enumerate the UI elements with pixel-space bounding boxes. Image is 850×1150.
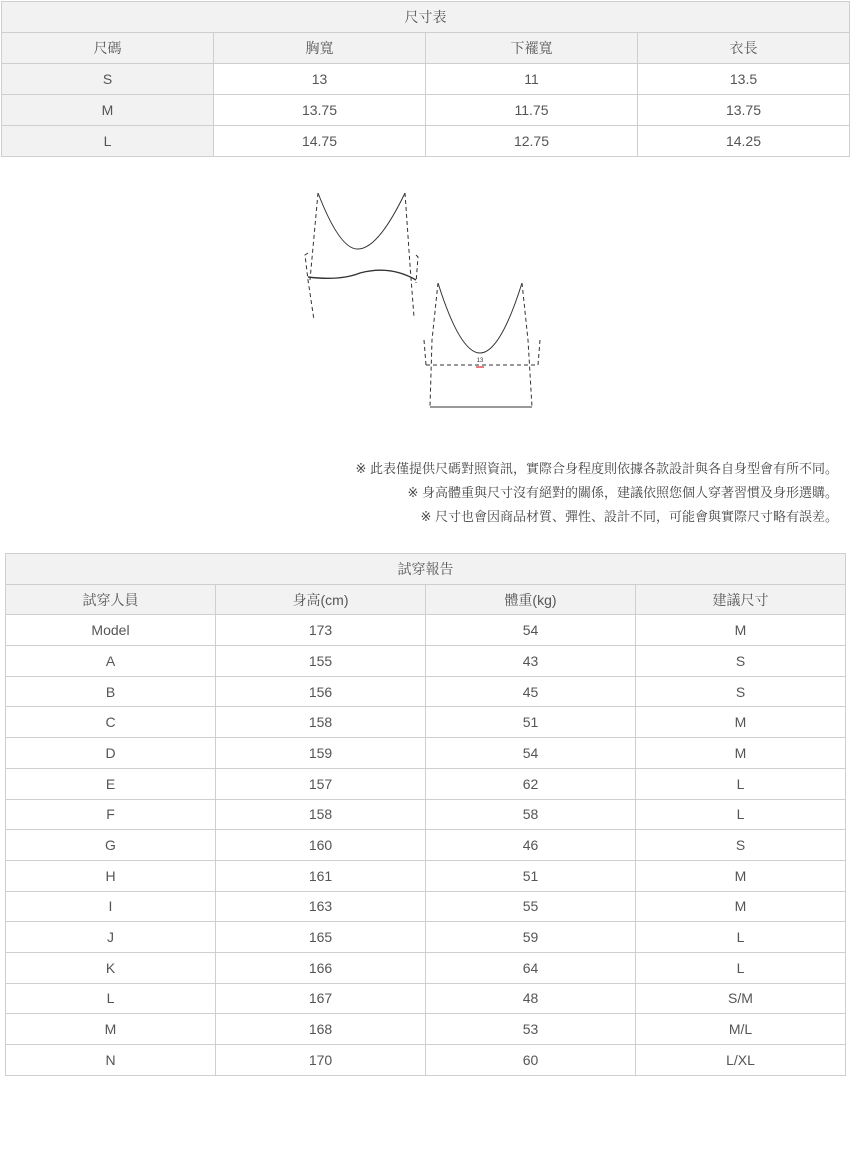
tryon-report-table — [5, 553, 846, 1076]
garment-back-view — [305, 193, 418, 320]
table-row — [6, 646, 846, 677]
note-line: ※ 尺寸也會因商品材質、彈性、設計不同，可能會與實際尺寸略有誤差。 — [420, 509, 838, 524]
tester-cell: A — [6, 646, 216, 677]
recommended-size-cell: L — [636, 952, 846, 983]
height-header: 身高(cm) — [216, 584, 426, 615]
weight-cell: 55 — [426, 891, 636, 922]
size-cell: S — [2, 64, 214, 95]
height-cell: 160 — [216, 830, 426, 861]
weight-cell: 59 — [426, 922, 636, 953]
length-cell: 14.25 — [638, 126, 850, 157]
height-cell: 158 — [216, 799, 426, 830]
tester-cell: B — [6, 676, 216, 707]
size-table-header-row — [2, 33, 850, 64]
table-row — [6, 799, 846, 830]
tester-cell: N — [6, 1045, 216, 1076]
table-row — [6, 707, 846, 738]
height-cell: 156 — [216, 676, 426, 707]
height-cell: 157 — [216, 768, 426, 799]
length-cell: 13.75 — [638, 95, 850, 126]
table-row — [6, 676, 846, 707]
hem-cell: 11 — [426, 64, 638, 95]
weight-cell: 46 — [426, 830, 636, 861]
table-row — [6, 1014, 846, 1045]
tryon-table-body — [6, 615, 846, 1075]
table-row — [6, 891, 846, 922]
height-cell: 170 — [216, 1045, 426, 1076]
height-cell: 161 — [216, 860, 426, 891]
tester-cell: L — [6, 983, 216, 1014]
table-row — [2, 95, 850, 126]
hem-cell: 11.75 — [426, 95, 638, 126]
table-row — [6, 615, 846, 646]
tester-header: 試穿人員 — [6, 584, 216, 615]
height-cell: 158 — [216, 707, 426, 738]
recommended-size-cell: S/M — [636, 983, 846, 1014]
weight-cell: 51 — [426, 860, 636, 891]
size-notes — [355, 457, 838, 529]
recommended-size-cell: L — [636, 922, 846, 953]
tester-cell: M — [6, 1014, 216, 1045]
weight-cell: 60 — [426, 1045, 636, 1076]
recommended-size-cell: M — [636, 860, 846, 891]
weight-cell: 53 — [426, 1014, 636, 1045]
recommended-size-cell: M — [636, 738, 846, 769]
weight-cell: 58 — [426, 799, 636, 830]
size-table — [1, 1, 850, 157]
weight-cell: 54 — [426, 738, 636, 769]
weight-cell: 64 — [426, 952, 636, 983]
table-row — [2, 126, 850, 157]
height-cell: 155 — [216, 646, 426, 677]
recommended-size-cell: M — [636, 707, 846, 738]
tryon-table-header-row — [6, 584, 846, 615]
table-row — [6, 952, 846, 983]
recommended-size-cell: M — [636, 891, 846, 922]
weight-cell: 51 — [426, 707, 636, 738]
tester-cell: J — [6, 922, 216, 953]
garment-measurement-diagram — [300, 185, 545, 415]
chest-cell: 13 — [214, 64, 426, 95]
garment-front-view — [424, 283, 540, 407]
weight-cell: 62 — [426, 768, 636, 799]
tryon-table-title: 試穿報告 — [6, 554, 846, 585]
recommended-size-cell: M/L — [636, 1014, 846, 1045]
size-table-title: 尺寸表 — [2, 2, 850, 33]
table-row — [6, 830, 846, 861]
hem-header: 下襬寬 — [426, 33, 638, 64]
recommended-size-cell: S — [636, 646, 846, 677]
table-row — [6, 738, 846, 769]
table-row — [6, 860, 846, 891]
table-row — [6, 768, 846, 799]
recommended-size-cell: L/XL — [636, 1045, 846, 1076]
weight-header: 體重(kg) — [426, 584, 636, 615]
tester-cell: K — [6, 952, 216, 983]
chest-measure-label: 13 — [476, 358, 484, 364]
length-cell: 13.5 — [638, 64, 850, 95]
height-cell: 166 — [216, 952, 426, 983]
height-cell: 159 — [216, 738, 426, 769]
tester-cell: C — [6, 707, 216, 738]
recommended-size-header: 建議尺寸 — [636, 584, 846, 615]
recommended-size-cell: S — [636, 676, 846, 707]
hem-cell: 12.75 — [426, 126, 638, 157]
chest-cell: 14.75 — [214, 126, 426, 157]
tester-cell: D — [6, 738, 216, 769]
height-cell: 165 — [216, 922, 426, 953]
size-cell: M — [2, 95, 214, 126]
height-cell: 168 — [216, 1014, 426, 1045]
recommended-size-cell: S — [636, 830, 846, 861]
height-cell: 163 — [216, 891, 426, 922]
recommended-size-cell: M — [636, 615, 846, 646]
weight-cell: 43 — [426, 646, 636, 677]
weight-cell: 45 — [426, 676, 636, 707]
tester-cell: H — [6, 860, 216, 891]
weight-cell: 48 — [426, 983, 636, 1014]
table-row — [6, 1045, 846, 1076]
recommended-size-cell: L — [636, 799, 846, 830]
tester-cell: I — [6, 891, 216, 922]
table-row — [6, 922, 846, 953]
tester-cell: E — [6, 768, 216, 799]
size-table-title-row — [2, 2, 850, 33]
chest-header: 胸寬 — [214, 33, 426, 64]
size-cell: L — [2, 126, 214, 157]
table-row — [6, 983, 846, 1014]
tryon-table-title-row — [6, 554, 846, 585]
length-header: 衣長 — [638, 33, 850, 64]
table-row — [2, 64, 850, 95]
chest-cell: 13.75 — [214, 95, 426, 126]
size-header: 尺碼 — [2, 33, 214, 64]
tester-cell: Model — [6, 615, 216, 646]
recommended-size-cell: L — [636, 768, 846, 799]
height-cell: 173 — [216, 615, 426, 646]
note-line: ※ 身高體重與尺寸沒有絕對的關係，建議依照您個人穿著習慣及身形選購。 — [407, 485, 838, 500]
height-cell: 167 — [216, 983, 426, 1014]
tester-cell: F — [6, 799, 216, 830]
note-line: ※ 此表僅提供尺碼對照資訊，實際合身程度則依據各款設計與各自身型會有所不同。 — [355, 461, 838, 476]
tester-cell: G — [6, 830, 216, 861]
weight-cell: 54 — [426, 615, 636, 646]
